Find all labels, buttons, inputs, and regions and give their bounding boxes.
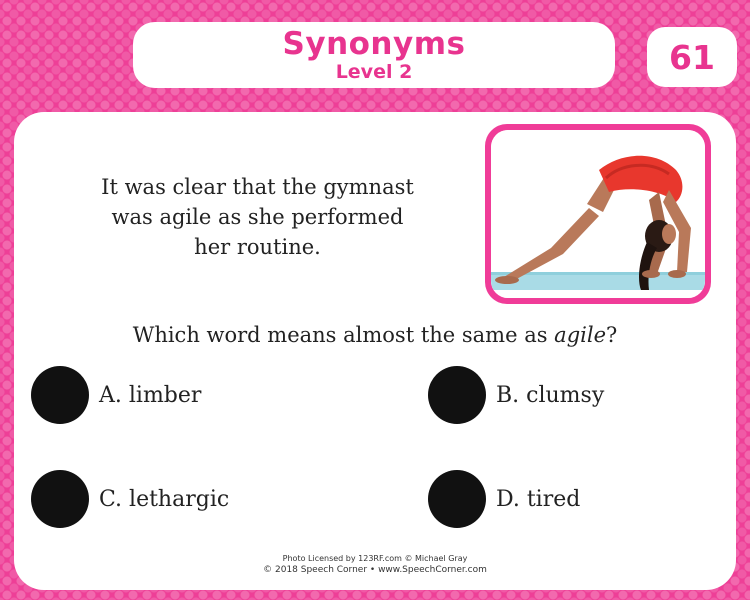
answer-dot-icon[interactable] [428, 470, 486, 528]
answer-dot-icon[interactable] [428, 366, 486, 424]
answer-dot-icon[interactable] [31, 366, 89, 424]
gymnast-backbend-illustration [491, 130, 705, 298]
page-title: Synonyms [282, 26, 466, 62]
photo-credit: Photo Licensed by 123RF.com © Michael Gray [282, 554, 468, 563]
option-b[interactable] [428, 366, 604, 424]
level-label: Level 2 [335, 61, 413, 83]
card-number: 61 [647, 27, 737, 87]
prompt-sentence: It was clear that the gymnast was agile as she performed her routine. [101, 175, 414, 259]
option-label: B. clumsy [496, 382, 605, 408]
target-word: agile [554, 323, 606, 347]
photo-frame [485, 124, 711, 304]
option-label: C. lethargic [99, 486, 230, 512]
option-label: A. limber [99, 382, 202, 408]
question-text: Which word means almost the same as agile? [132, 323, 618, 347]
option-label: D. tired [496, 486, 581, 512]
option-c[interactable] [31, 470, 229, 528]
option-d[interactable] [428, 470, 580, 528]
gymnast-photo [491, 130, 705, 298]
title-banner [133, 22, 615, 88]
answer-dot-icon[interactable] [31, 470, 89, 528]
copyright-line: © 2018 Speech Corner • www.SpeechCorner.com [263, 565, 487, 575]
option-a[interactable] [31, 366, 201, 424]
